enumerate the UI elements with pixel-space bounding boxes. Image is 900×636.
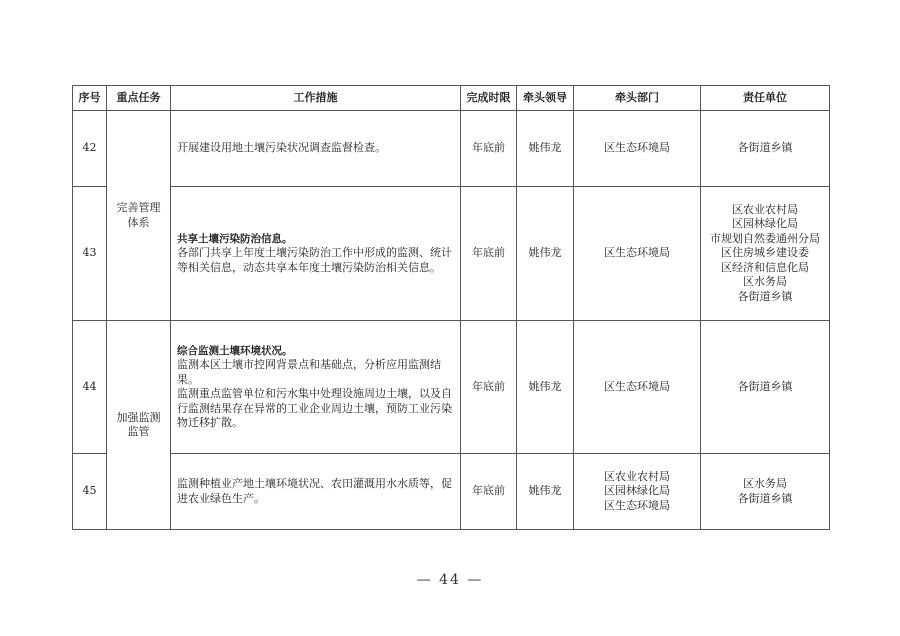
unit-line: 区农业农村局: [732, 202, 798, 216]
unit-line: 各街道乡镇: [737, 141, 793, 155]
lead-dept-cell: [574, 187, 701, 321]
lead-dept-cell: [574, 454, 701, 530]
unit-line: 各街道乡镇: [737, 289, 793, 303]
dept-line: 区生态环境局: [604, 379, 670, 393]
deadline-cell: 年底前: [461, 454, 517, 530]
resp-units-cell: [701, 454, 830, 530]
row-no: 43: [73, 187, 107, 321]
table-row: [73, 187, 830, 321]
header-lead-dept: 牵头部门: [574, 86, 701, 111]
leader-cell: 姚伟龙: [517, 321, 574, 454]
dept-line: 区农业农村局: [604, 469, 670, 483]
header-resp-units: 责任单位: [701, 86, 830, 111]
unit-line: 区园林绿化局: [732, 217, 798, 231]
resp-units-cell: [701, 321, 830, 454]
unit-line: 各街道乡镇: [737, 491, 793, 505]
table-row: [73, 454, 830, 530]
resp-units-cell: [701, 187, 830, 321]
dept-line: 区生态环境局: [604, 498, 670, 512]
measure-cell: [171, 111, 461, 187]
unit-line: 市规划自然委通州分局: [710, 231, 820, 245]
measure-cell: [171, 454, 461, 530]
leader-cell: 姚伟龙: [517, 111, 574, 187]
deadline-cell: 年底前: [461, 187, 517, 321]
header-no: 序号: [73, 86, 107, 111]
deadline-cell: 年底前: [461, 321, 517, 454]
measure-text: 各部门共享上年度土壤污染防治工作中形成的监测、统计等相关信息，动态共享本年度土壤污染防治相关信息。: [177, 246, 452, 274]
task-line: 完善管理: [116, 201, 161, 214]
leader-cell: 姚伟龙: [517, 187, 574, 321]
measure-text: 监测种植业产地土壤环境状况、农田灌溉用水水质等，促进农业绿色生产。: [177, 477, 452, 505]
dept-line: 区园林绿化局: [604, 484, 670, 498]
task-table: [72, 85, 830, 530]
row-no: 44: [73, 321, 107, 454]
task-line: 加强监测: [116, 410, 161, 424]
resp-units-cell: [701, 111, 830, 187]
header-deadline: 完成时限: [461, 86, 517, 111]
unit-line: 区住房城乡建设委: [721, 246, 809, 260]
header-leader: 牵头领导: [517, 86, 574, 111]
task-cell: [107, 111, 171, 321]
measure-cell: [171, 187, 461, 321]
header-measure: 工作措施: [171, 86, 461, 111]
task-cell: [107, 321, 171, 530]
task-line: 监管: [127, 425, 150, 438]
measure-title: 综合监测土壤环境状况。: [177, 344, 293, 357]
measure-text: 监测重点监管单位和污水集中处理设施周边土壤，以及自行监测结果存在异常的工业企业周边土壤，预防工业污染物迁移扩散。: [177, 387, 452, 429]
leader-cell: 姚伟龙: [517, 454, 574, 530]
table-header-row: [73, 86, 830, 111]
deadline-cell: 年底前: [461, 111, 517, 187]
unit-line: 区水务局: [743, 275, 787, 289]
row-no: 42: [73, 111, 107, 187]
unit-line: 各街道乡镇: [737, 379, 793, 393]
lead-dept-cell: [574, 111, 701, 187]
header-task: 重点任务: [107, 86, 171, 111]
unit-line: 区水务局: [743, 477, 787, 490]
measure-cell: [171, 321, 461, 454]
table-row: [73, 111, 830, 187]
measure-text: 开展建设用地土壤污染状况调查监督检查。: [177, 141, 386, 155]
table-row: [73, 321, 830, 454]
dept-line: 区生态环境局: [604, 246, 670, 260]
dept-line: 区生态环境局: [604, 141, 670, 155]
task-line: 体系: [127, 215, 150, 229]
measure-title: 共享土壤污染防治信息。: [177, 232, 293, 245]
page-number: — 44 —: [416, 572, 484, 588]
row-no: 45: [73, 454, 107, 530]
lead-dept-cell: [574, 321, 701, 454]
unit-line: 区经济和信息化局: [721, 260, 809, 274]
measure-text: 监测本区土壤市控网背景点和基础点，分析应用监测结果。: [177, 358, 441, 386]
